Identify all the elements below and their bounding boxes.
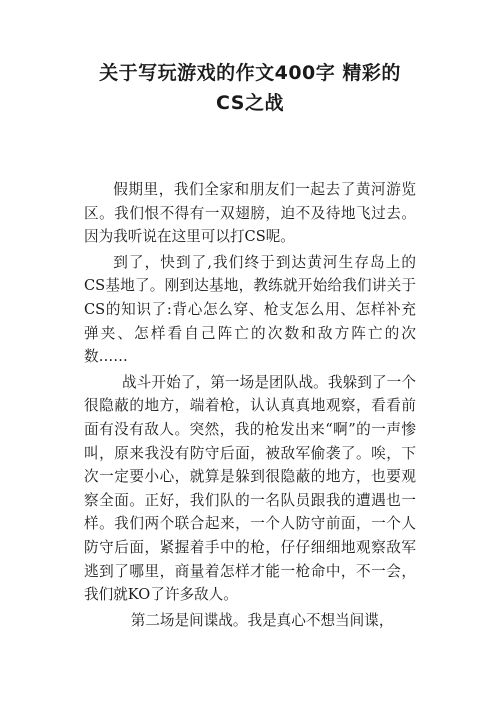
document-body xyxy=(84,178,416,632)
paragraph-2: 到了，快到了,我们终于到达黄河生存岛上的CS基地了。刚到达基地，教练就开始给我们讲关于CS的知识了:背心怎么穿、枪支怎么用、怎样补充弹夹、怎样看自己阵亡的次数和敌方阵亡的次数…… xyxy=(84,253,416,366)
paragraph-3: 战斗开始了，第一场是团队战。我躲到了一个很隐蔽的地方，端着枪，认认真真地观察，看看前面有没有敌人。突然，我的枪发出来“啊”的一声惨叫，原来我没有防守后面，被敌军偷袭了。唉，下次一定要小心，就算是躲到很隐蔽的地方，也要观察全面。正好，我们队的一名队员跟我的遭遇也一样。我们两个联合起来，一个人防守前面，一个人防守后面，紧握着手中的枪，仔仔细细地观察敌军逃到了哪里，商量着怎样才能一枪命中，不一会，我们就KO了许多敌人。 xyxy=(84,373,416,604)
document-title xyxy=(84,58,416,118)
title-line-2: CS之战 xyxy=(216,92,284,114)
paragraph-1: 假期里，我们全家和朋友们一起去了黄河游览区。我们恨不得有一双翅膀，迫不及待地飞过去。因为我听说在这里可以打CS呢。 xyxy=(84,181,416,246)
paragraph-4: 第二场是间谍战。我是真心不想当间谍， xyxy=(130,611,394,629)
title-line-1: 关于写玩游戏的作文400字 精彩的 xyxy=(99,62,401,84)
